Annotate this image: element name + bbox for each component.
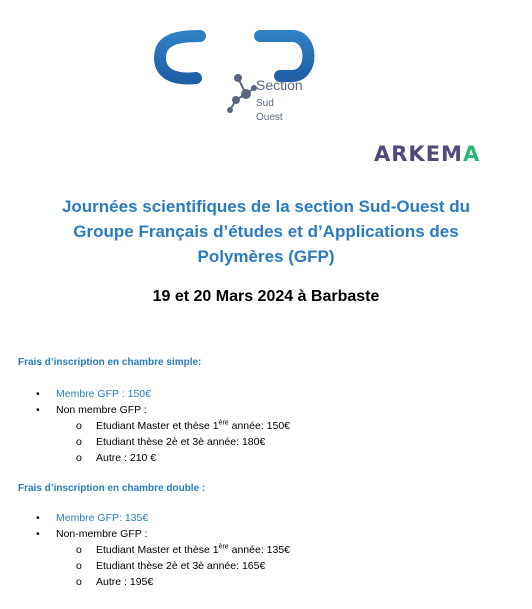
title-line-2: Groupe Français d’études et d’Applications des [73,222,459,241]
logo-section-text: Section [256,77,303,93]
double-non-member-text: Non-membre GFP : [56,528,148,540]
double-sub-item-3 [76,576,154,588]
single-sub-item-1 [76,419,291,432]
title-line-1: Journées scientifiques de la section Sud-Ouest du [61,197,471,216]
double-room-heading: Frais d’inscription en chambre double : [18,483,206,494]
double-sub3-text: Autre : 195€ [96,576,154,588]
arkema-logo [374,142,480,166]
bullet-circle: o [76,544,82,556]
double-sub1-prefix: Etudiant Master et thèse 1 [96,544,219,556]
double-sub2-text: Etudiant thèse 2è et 3è année: 165€ [96,560,266,572]
single-sub-item-3 [76,452,157,464]
single-sub-item-2 [76,436,266,448]
single-sub1-suffix: année: 150€ [228,420,291,432]
title-line-3: Polymères (GFP) [197,247,335,266]
single-sub2-text: Etudiant thèse 2è et 3è année: 180€ [96,436,266,448]
double-member-text: Membre GFP: 135€ [56,512,149,524]
bullet-circle: o [76,436,82,448]
double-sub1-sup: ère [218,543,229,551]
single-non-member-item [36,404,147,416]
single-non-member-text: Non membre GFP : [56,404,147,416]
double-sub-item-1 [76,543,291,556]
arkema-name-part1: ARKEM [374,142,463,166]
page-title [20,194,512,269]
double-sub-item-2 [76,560,266,572]
single-sub1-sup: ère [218,419,229,427]
single-sub3-text: Autre : 210 € [96,452,157,464]
event-date: 19 et 20 Mars 2024 à Barbaste [152,288,380,305]
bullet-circle: o [76,576,82,588]
gfp-logo [152,18,322,130]
bullet-dot: • [36,404,40,416]
bullet-circle: o [76,420,82,432]
arkema-name-part2: A [462,142,481,166]
double-sub1-suffix: année: 135€ [228,544,291,556]
logo-ouest-text: Ouest [256,112,283,123]
single-sub1-prefix: Etudiant Master et thèse 1 [96,420,219,432]
bullet-dot: • [36,388,40,400]
logo-sud-text: Sud [256,98,274,109]
double-member-item [36,512,149,524]
bullet-dot: • [36,512,40,524]
bullet-circle: o [76,452,82,464]
single-member-text: Membre GFP : 150€ [56,388,151,400]
single-member-item [36,388,151,400]
bullet-circle: o [76,560,82,572]
bullet-dot: • [36,528,40,540]
double-non-member-item [36,528,148,540]
single-room-heading: Frais d’inscription en chambre simple: [18,357,202,368]
